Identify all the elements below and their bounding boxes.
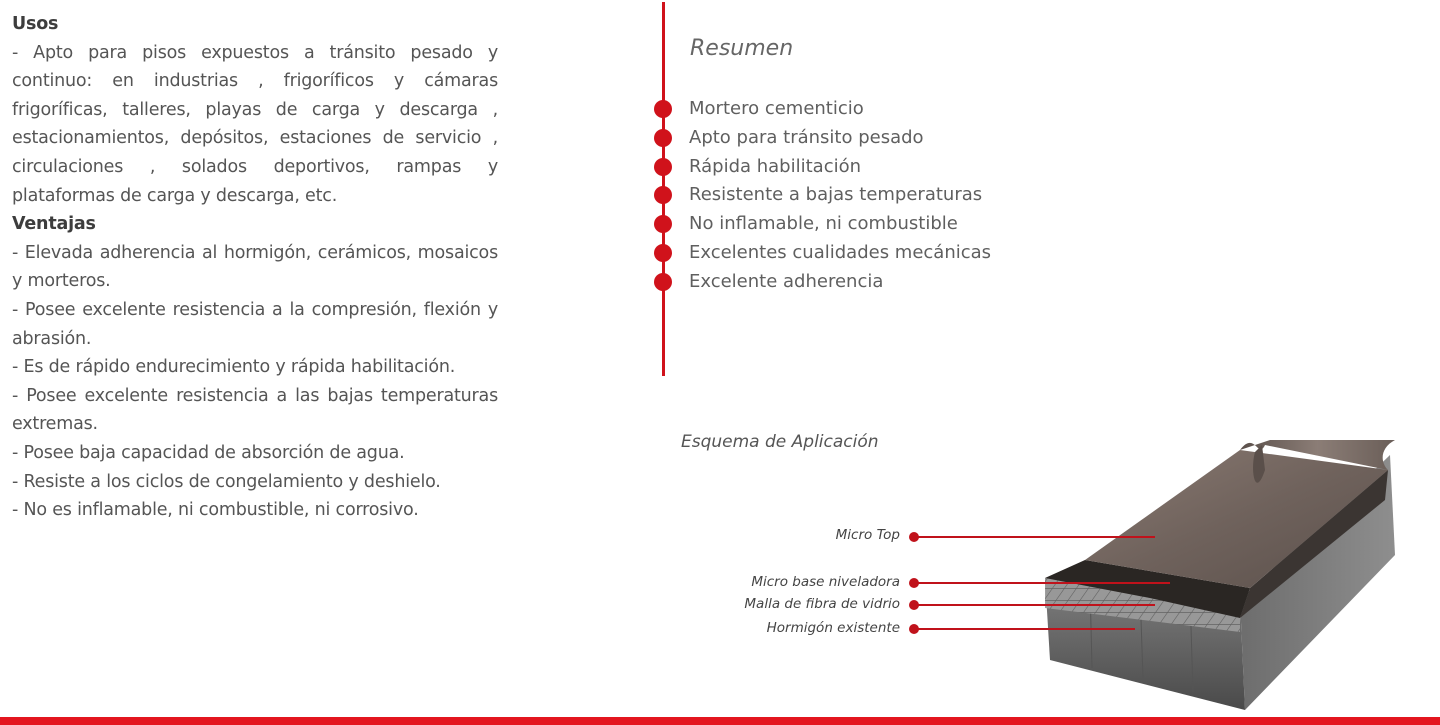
left-column <box>12 10 498 525</box>
ventajas-item: - Posee excelente resistencia a las bajas temperaturas extremas. <box>12 385 498 435</box>
ventajas-item: - Es de rápido endurecimiento y rápida habilitación. <box>12 357 456 378</box>
top-layer <box>1085 440 1395 588</box>
ventajas-item: - Elevada adherencia al hormigón, cerámicos, mosaicos y morteros. <box>12 242 498 292</box>
resumen-item-label: No inflamable, ni combustible <box>689 213 958 235</box>
resumen-item-label: Mortero cementicio <box>689 98 864 119</box>
resumen-item-label: Excelentes cualidades mecánicas <box>689 241 992 263</box>
layer-label-micro-top: Micro Top <box>835 527 900 543</box>
usos-text: - Apto para pisos expuestos a tránsito pesado y continuo: en industrias , frigoríficos y cámaras frigoríficas, talleres, playas de carga y descarga , estacionamientos, depósitos, estaciones de servicio , circulaciones , solados deportivos, rampas y plataformas de carga y descarga, etc. <box>12 42 498 206</box>
ventajas-heading: Ventajas <box>12 214 96 235</box>
ventajas-item: - No es inflamable, ni combustible, ni corrosivo. <box>12 500 419 521</box>
resumen-item <box>654 95 991 124</box>
esquema-title: Esquema de Aplicación <box>681 432 879 452</box>
bullet-dot-icon <box>654 215 672 233</box>
bullet-dot-icon <box>654 100 672 118</box>
base-layer <box>1045 470 1388 618</box>
leader-lines <box>914 537 1170 629</box>
resumen-item <box>654 153 991 182</box>
resumen-item <box>654 210 991 239</box>
bullet-dot-icon <box>654 158 672 176</box>
resumen-item-label: Rápida habilitación <box>689 155 862 177</box>
bullet-dot-icon <box>654 186 672 204</box>
ventajas-item: - Posee excelente resistencia a la compresión, flexión y abrasión. <box>12 299 498 349</box>
bullet-dot-icon <box>654 129 672 147</box>
resumen-item <box>654 181 991 210</box>
resumen-list <box>654 95 991 297</box>
ventajas-item: - Resiste a los ciclos de congelamiento y deshielo. <box>12 471 441 492</box>
layer-label-hormigon: Hormigón existente <box>766 620 900 636</box>
concrete-block <box>1045 455 1395 710</box>
ventajas-item: - Posee baja capacidad de absorción de agua. <box>12 442 405 463</box>
footer-bar <box>0 717 1440 725</box>
bullet-dot-icon <box>654 273 672 291</box>
resumen-item <box>654 239 991 268</box>
resumen-item-label: Excelente adherencia <box>689 270 884 292</box>
layer-label-micro-base: Micro base niveladora <box>751 574 900 590</box>
leader-dots <box>909 532 919 634</box>
resumen-title: Resumen <box>690 36 794 61</box>
resumen-item-label: Resistente a bajas temperaturas <box>689 184 983 206</box>
resumen-item <box>654 268 991 297</box>
resumen-item <box>654 124 991 153</box>
usos-heading: Usos <box>12 14 59 34</box>
layer-label-malla: Malla de fibra de vidrio <box>744 596 900 612</box>
resumen-item-label: Apto para tránsito pesado <box>689 126 924 148</box>
bullet-dot-icon <box>654 244 672 262</box>
